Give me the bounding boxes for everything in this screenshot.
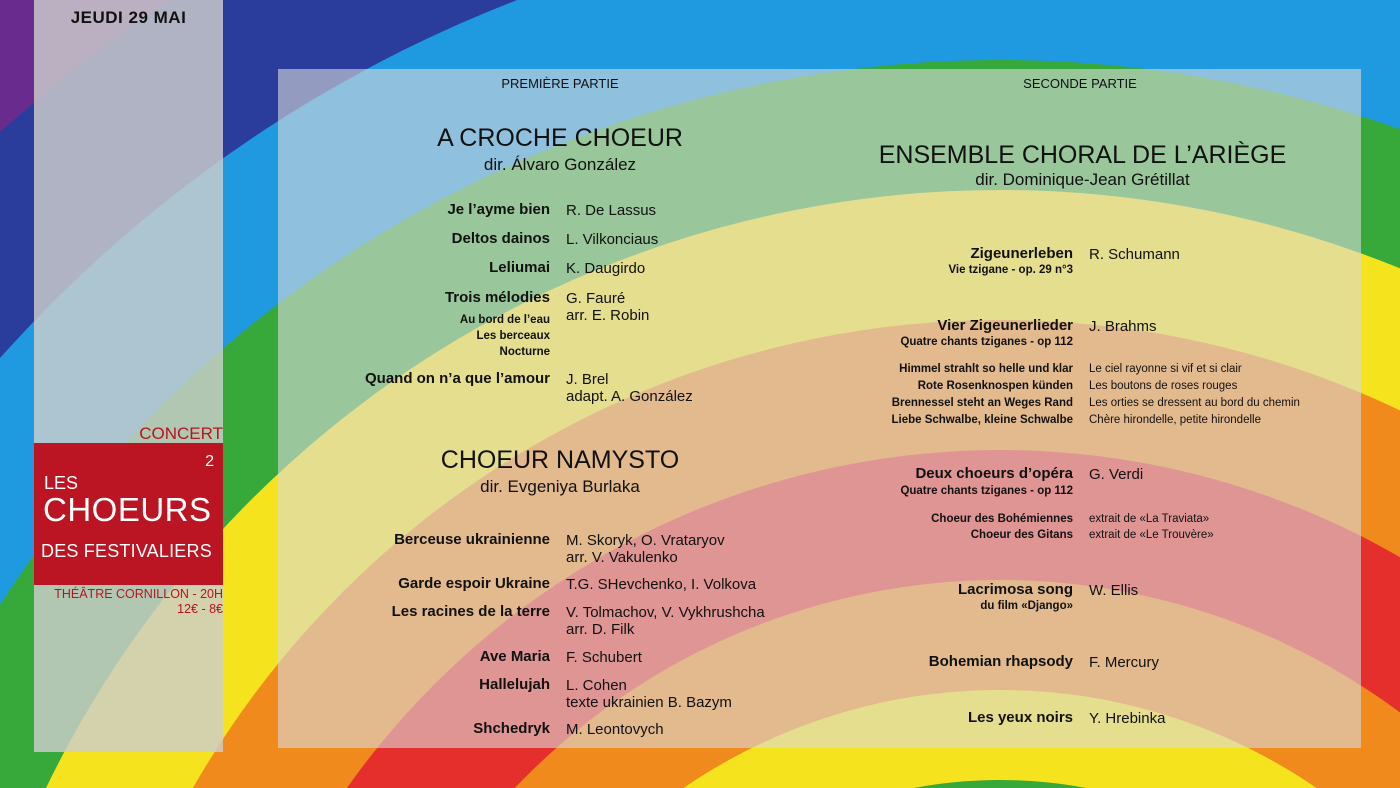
piece-title: Ave Maria: [479, 648, 550, 665]
song-title-de: Himmel strahlt so helle und klar: [899, 363, 1073, 375]
piece-title: Zigeunerleben: [970, 245, 1073, 262]
song-title-fr: extrait de «La Traviata»: [1089, 513, 1210, 525]
song-title-de: Choeur des Gitans: [970, 529, 1073, 541]
piece-title: Hallelujah: [479, 676, 550, 693]
venue-name: THÉÂTRE CORNILLON - 20H: [54, 587, 223, 601]
piece-composer: G. Verdi: [1089, 466, 1144, 483]
piece-title: Leliumai: [489, 259, 550, 276]
piece-arranger: arr. D. Filk: [566, 621, 635, 638]
ticket-price: 12€ - 8€: [177, 602, 223, 616]
piece-title: Les yeux noirs: [967, 709, 1073, 726]
title-les: LES: [44, 473, 79, 493]
piece-composer: W. Ellis: [1089, 582, 1139, 599]
piece-composer: M. Leontovych: [566, 721, 664, 738]
piece-composer: F. Schubert: [566, 649, 642, 666]
piece-title: Deux choeurs d’opéra: [915, 465, 1073, 482]
piece-title: Quand on n’a que l’amour: [364, 370, 550, 387]
part1-heading: PREMIÈRE PARTIE: [501, 76, 619, 91]
piece-title: Shchedryk: [473, 720, 550, 737]
song-title-fr: extrait de «Le Trouvère»: [1089, 529, 1214, 541]
piece-composer: R. Schumann: [1089, 246, 1180, 263]
part2-heading: SECONDE PARTIE: [1023, 76, 1137, 91]
song-title-de: Rote Rosenknospen künden: [917, 380, 1073, 392]
piece-subtitle: Nocturne: [499, 346, 550, 358]
piece-subtitle: Quatre chants tziganes - op 112: [900, 485, 1073, 497]
piece-subtitle: Vie tzigane - op. 29 n°3: [948, 264, 1073, 276]
piece-title: Berceuse ukrainienne: [394, 531, 550, 548]
piece-composer: L. Vilkonciaus: [566, 231, 659, 248]
sidebar-panel: [34, 0, 223, 752]
concert-number: 2: [205, 453, 214, 470]
piece-subtitle: du film «Django»: [980, 600, 1073, 612]
song-title-de: Liebe Schwalbe, kleine Schwalbe: [891, 414, 1073, 426]
piece-composer: J. Brel: [566, 371, 609, 388]
piece-arranger: texte ukrainien B. Bazym: [566, 694, 732, 711]
piece-title: Bohemian rhapsody: [928, 653, 1073, 670]
song-title-de: Brennessel steht an Weges Rand: [891, 397, 1073, 409]
piece-subtitle: Quatre chants tziganes - op 112: [900, 336, 1073, 348]
piece-composer: G. Fauré: [566, 290, 626, 307]
piece-composer: Y. Hrebinka: [1089, 710, 1166, 727]
piece-arranger: arr. V. Vakulenko: [566, 549, 678, 566]
venue-info: [34, 587, 223, 617]
concert-date: JEUDI 29 MAI: [70, 8, 187, 27]
piece-title: Garde espoir Ukraine: [398, 575, 550, 592]
piece-title: Deltos dainos: [451, 230, 550, 247]
piece-arranger: arr. E. Robin: [566, 307, 650, 324]
piece-composer: M. Skoryk, O. Vrataryov: [566, 532, 725, 549]
piece-title: Je l’ayme bien: [447, 201, 550, 218]
piece-composer: K. Daugirdo: [566, 260, 646, 277]
song-title-fr: Chère hirondelle, petite hirondelle: [1089, 414, 1261, 426]
concert-label: CONCERT: [139, 424, 223, 443]
choir1-director: dir. Álvaro González: [483, 155, 637, 174]
piece-title: Les racines de la terre: [391, 603, 550, 620]
piece-composer: R. De Lassus: [566, 202, 657, 219]
choir3-name: ENSEMBLE CHORAL DE L’ARIÈGE: [878, 141, 1287, 169]
piece-subtitle: Les berceaux: [476, 330, 550, 342]
choir1-name: A CROCHE CHOEUR: [437, 124, 683, 152]
title-choeurs: CHOEURS: [43, 491, 212, 528]
choir2-director: dir. Evgeniya Burlaka: [480, 477, 640, 496]
piece-arranger: adapt. A. González: [566, 388, 693, 405]
choir3-director: dir. Dominique-Jean Grétillat: [975, 170, 1190, 189]
title-festivaliers: DES FESTIVALIERS: [41, 541, 212, 561]
piece-title: Vier Zigeunerlieder: [937, 317, 1073, 334]
piece-subtitle: Au bord de l’eau: [459, 314, 550, 326]
choir2-name: CHOEUR NAMYSTO: [440, 446, 680, 474]
song-title-de: Choeur des Bohémiennes: [931, 513, 1073, 525]
piece-composer: J. Brahms: [1089, 318, 1157, 335]
piece-composer: F. Mercury: [1089, 654, 1160, 671]
piece-composer: V. Tolmachov, V. Vykhrushcha: [566, 604, 765, 621]
piece-title: Lacrimosa song: [957, 581, 1073, 598]
piece-composer: T.G. SHevchenko, I. Volkova: [566, 576, 757, 593]
concert-title-box: [34, 443, 223, 585]
song-title-fr: Les orties se dressent au bord du chemin: [1089, 397, 1300, 409]
song-title-fr: Le ciel rayonne si vif et si clair: [1089, 363, 1242, 375]
piece-title: Trois mélodies: [444, 289, 550, 306]
piece-composer: L. Cohen: [566, 677, 627, 694]
song-title-fr: Les boutons de roses rouges: [1089, 380, 1238, 392]
